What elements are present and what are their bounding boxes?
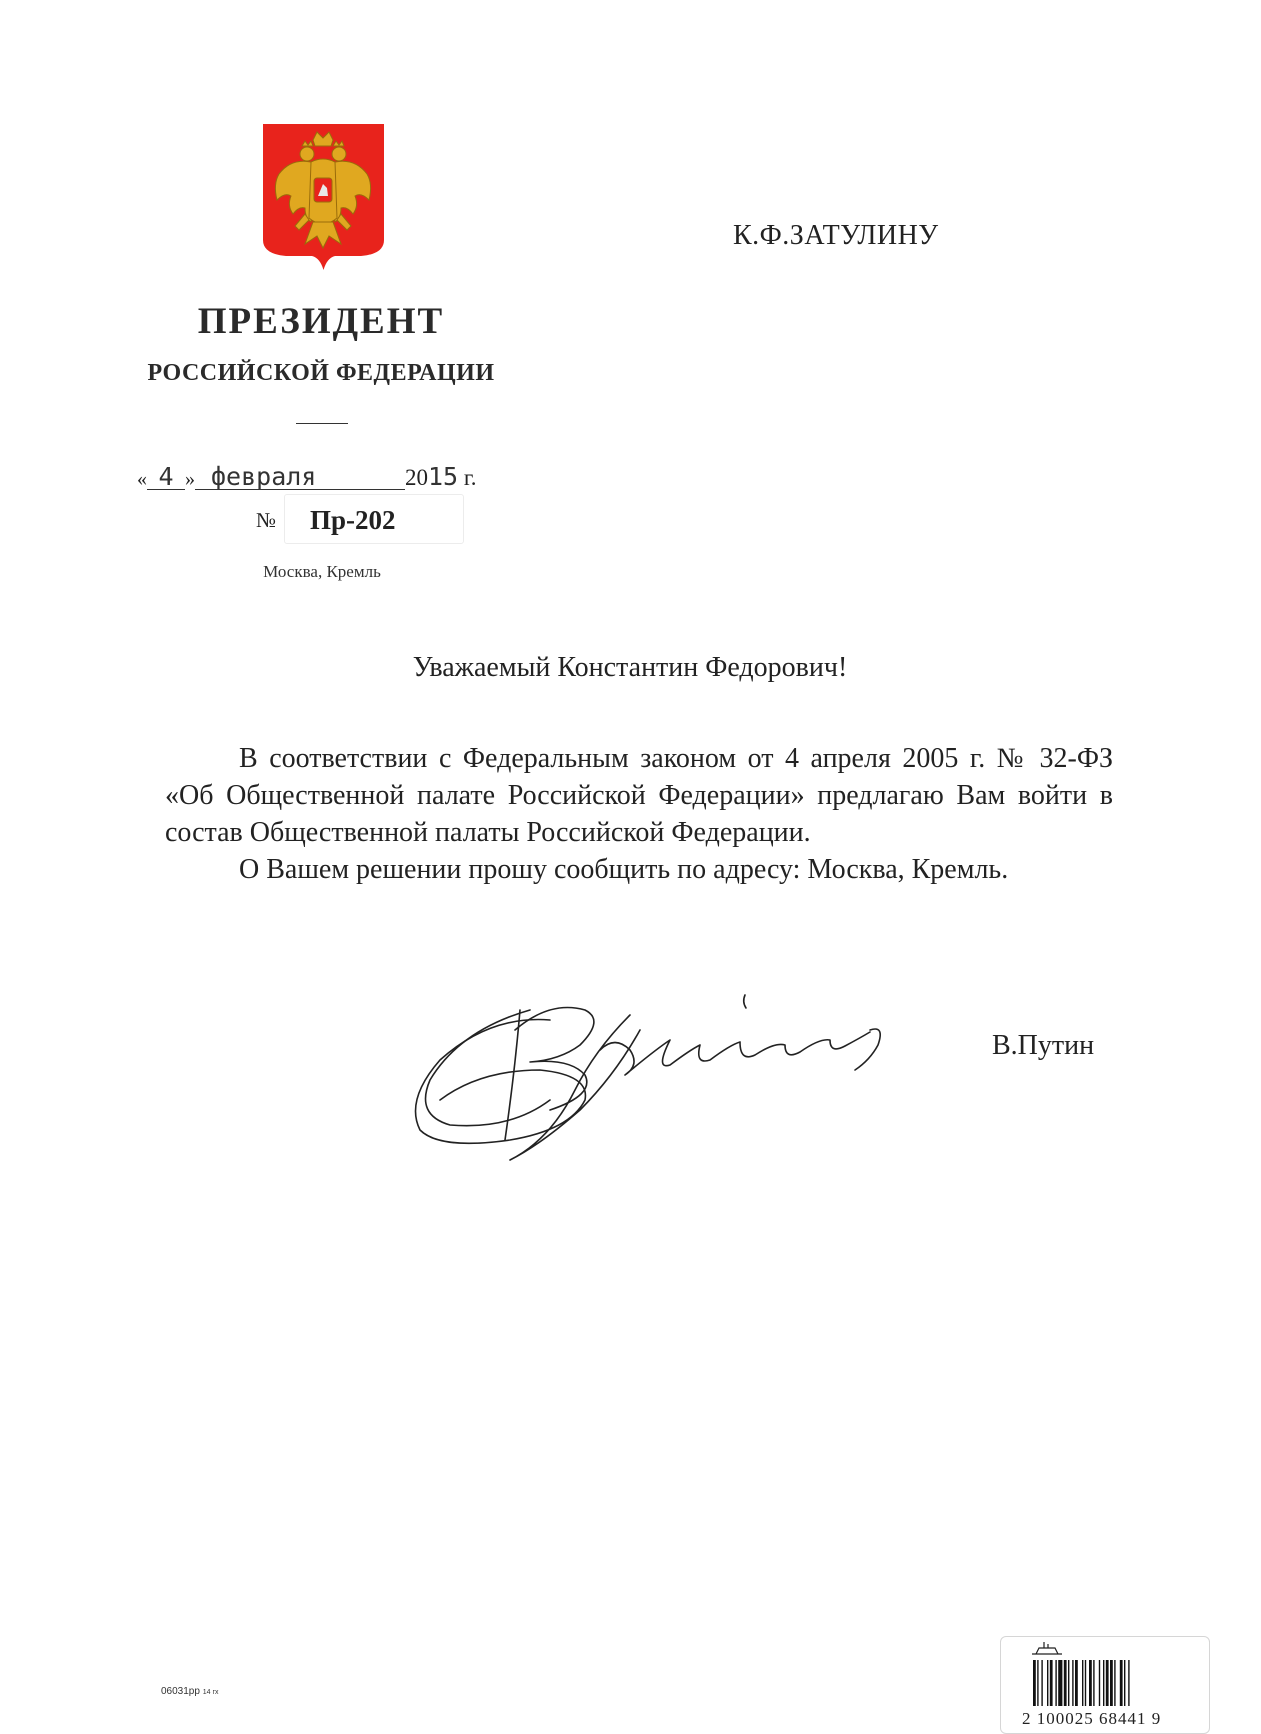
greeting: Уважаемый Константин Федорович! <box>412 652 848 683</box>
letterhead-title: ПРЕЗИДЕНТ <box>197 301 445 342</box>
barcode-icon <box>1033 1660 1168 1706</box>
form-code-small: 14 гх <box>202 1689 219 1696</box>
recipient-name: К.Ф.ЗАТУЛИНУ <box>733 220 939 251</box>
letterhead-divider <box>296 423 348 424</box>
barcode-number: 2 100025 68441 9 <box>1022 1709 1162 1728</box>
date-month: февраля <box>195 465 405 490</box>
date-year-prefix: 20 <box>405 465 428 490</box>
document-place: Москва, Кремль <box>263 562 381 581</box>
handwritten-signature <box>400 990 980 1170</box>
letter-body <box>165 740 1113 888</box>
registration-number: Пр-202 <box>310 505 396 535</box>
signer-name: В.Путин <box>992 1030 1095 1061</box>
date-close-quote: » <box>185 468 195 490</box>
ship-logo-icon <box>1030 1640 1064 1658</box>
date-year-mark: г. <box>463 465 477 490</box>
date-year-suffix: 15 <box>428 462 459 491</box>
document-date <box>137 462 476 491</box>
registration-number-sign: № <box>256 508 277 532</box>
letterhead-subtitle: РОССИЙСКОЙ ФЕДЕРАЦИИ <box>147 360 495 386</box>
body-paragraph-1: В соответствии с Федеральным законом от 4 апреля 2005 г. № 32-ФЗ «Об Общественной палате Российской Федерации» предлагаю Вам войти в состав Общественной палаты Российской Федерации. <box>165 743 1113 848</box>
date-day: 4 <box>147 465 185 490</box>
form-code <box>161 1686 219 1697</box>
body-paragraph-2: О Вашем решении прошу сообщить по адресу: Москва, Кремль. <box>239 854 1009 885</box>
coat-of-arms-icon <box>261 122 386 272</box>
form-code-main: 06031рр <box>161 1686 200 1697</box>
date-open-quote: « <box>137 468 147 490</box>
